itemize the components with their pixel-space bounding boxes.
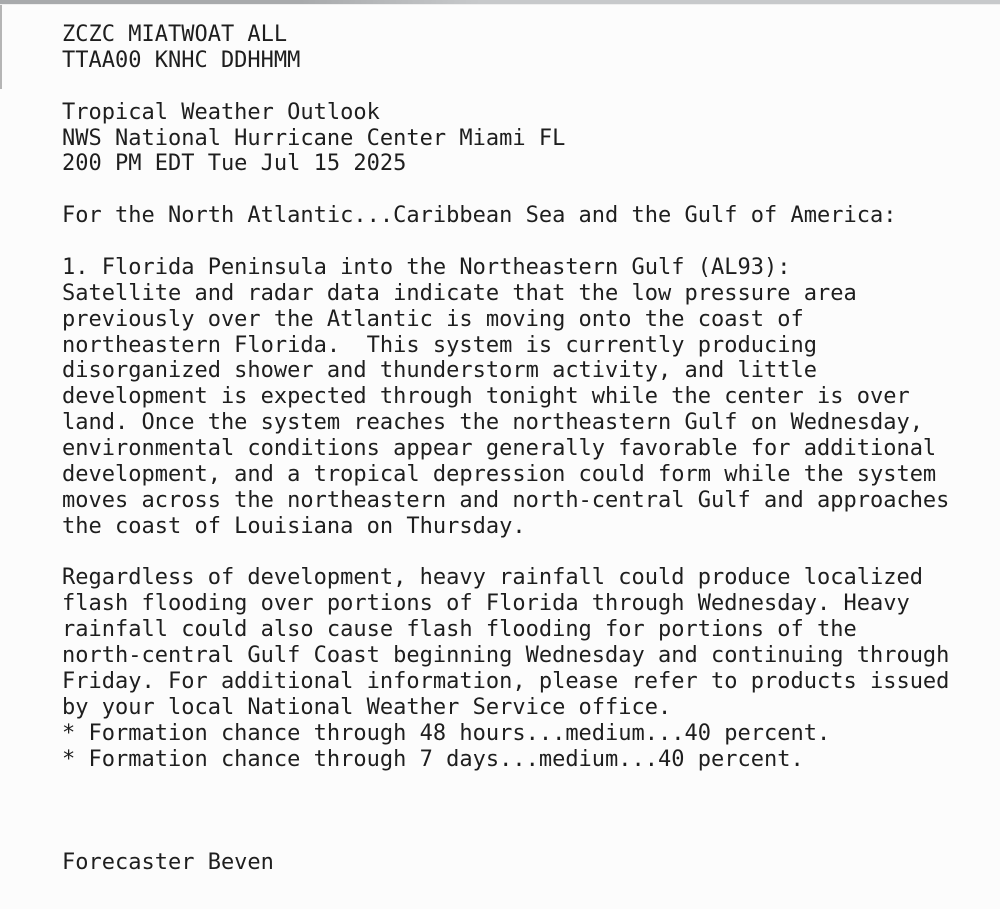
bulletin-text (62, 22, 990, 876)
text-line: development is expected through tonight while the center is over (62, 384, 910, 410)
text-line: Tropical Weather Outlook (62, 99, 380, 125)
left-edge-line (0, 5, 2, 89)
text-line (62, 798, 990, 824)
text-line: development, and a tropical depression could form while the system (62, 461, 937, 487)
text-line: ZCZC MIATWOAT ALL (62, 22, 288, 47)
text-line: moves across the northeastern and north-central Gulf and approaches (62, 487, 950, 513)
text-line: Satellite and radar data indicate that the low pressure area (62, 280, 857, 306)
text-line: north-central Gulf Coast beginning Wednesday and continuing through (62, 643, 950, 668)
text-line: northeastern Florida. This system is currently producing (62, 332, 817, 358)
text-line: TTAA00 KNHC DDHHMM (62, 47, 301, 73)
text-line: flash flooding over portions of Florida through Wednesday. Heavy (62, 591, 910, 617)
text-line (62, 229, 990, 255)
text-line: * Formation chance through 7 days...medium...40 percent. (62, 746, 804, 772)
text-line: * Formation chance through 48 hours...medium...40 percent. (62, 720, 831, 746)
text-line: 200 PM EDT Tue Jul 15 2025 (62, 151, 407, 177)
text-line (62, 824, 990, 850)
text-line: environmental conditions appear generally favorable for additional (62, 436, 937, 461)
text-line: by your local National Weather Service office. (62, 694, 672, 720)
top-border-bar (0, 0, 1000, 5)
text-line: Forecaster Beven (62, 850, 274, 875)
text-line: previously over the Atlantic is moving onto the coast of (62, 306, 804, 332)
text-line (62, 772, 990, 798)
text-line: Regardless of development, heavy rainfall could produce localized (62, 565, 923, 591)
text-line: For the North Atlantic...Caribbean Sea and the Gulf of America: (62, 203, 897, 229)
text-line: land. Once the system reaches the northeastern Gulf on Wednesday, (62, 410, 923, 436)
text-line: disorganized shower and thunderstorm activity, and little (62, 358, 817, 384)
text-line: the coast of Louisiana on Thursday. (62, 513, 526, 539)
text-line (62, 540, 990, 566)
text-line: Friday. For additional information, please refer to products issued (62, 668, 950, 694)
text-line (62, 177, 990, 203)
text-line: rainfall could also cause flash flooding for portions of the (62, 617, 857, 643)
text-line (62, 74, 990, 100)
text-line: NWS National Hurricane Center Miami FL (62, 125, 566, 151)
text-line: 1. Florida Peninsula into the Northeastern Gulf (AL93): (62, 254, 791, 280)
